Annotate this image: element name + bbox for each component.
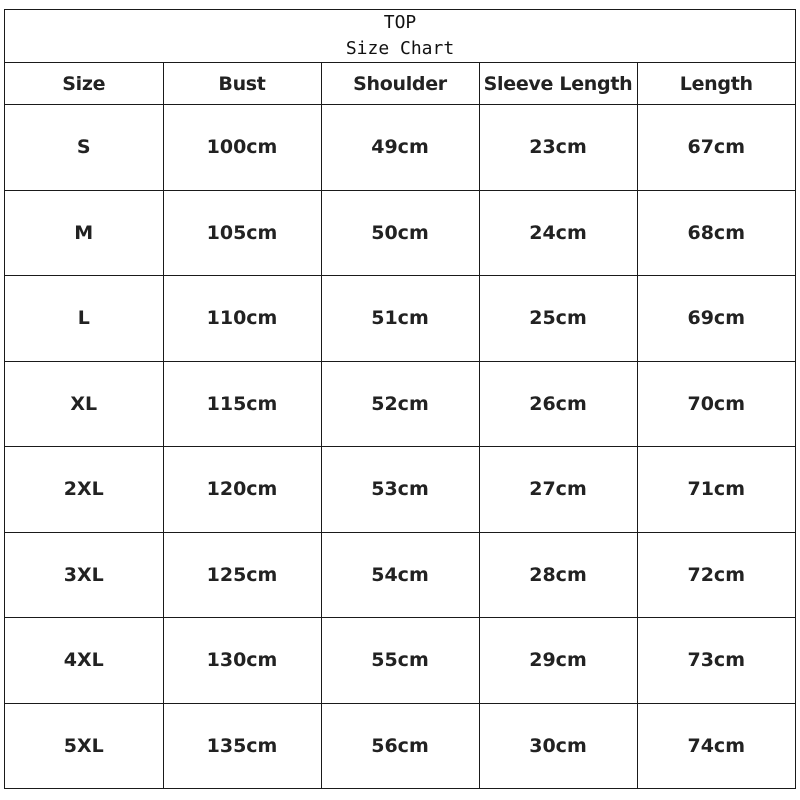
sleeve-length-cell: 26cm [479,361,637,447]
bust-cell: 100cm [163,105,321,191]
sleeve-length-cell: 23cm [479,105,637,191]
size-cell: 2XL [5,447,163,533]
shoulder-cell: 52cm [321,361,479,447]
chart-title: Size Chart [345,38,455,59]
bust-cell: 130cm [163,618,321,704]
bust-cell: 115cm [163,361,321,447]
size-cell: 3XL [5,532,163,618]
table-row [5,190,795,276]
size-cell: 4XL [5,618,163,704]
garment-type-label: TOP [383,12,417,33]
table-row [5,703,795,788]
header-length: Length [637,63,795,105]
table-row [5,447,795,533]
shoulder-cell: 49cm [321,105,479,191]
size-chart [4,9,796,789]
bust-cell: 125cm [163,532,321,618]
sleeve-length-cell: 30cm [479,703,637,788]
sleeve-length-cell: 24cm [479,190,637,276]
length-cell: 69cm [637,276,795,362]
sleeve-length-cell: 29cm [479,618,637,704]
table-row [5,618,795,704]
length-cell: 70cm [637,361,795,447]
size-cell: 5XL [5,703,163,788]
sleeve-length-cell: 28cm [479,532,637,618]
length-cell: 73cm [637,618,795,704]
table-row [5,105,795,191]
shoulder-cell: 54cm [321,532,479,618]
length-cell: 72cm [637,532,795,618]
length-cell: 71cm [637,447,795,533]
bust-cell: 110cm [163,276,321,362]
header-size: Size [5,63,163,105]
header-shoulder: Shoulder [321,63,479,105]
length-cell: 68cm [637,190,795,276]
bust-cell: 105cm [163,190,321,276]
shoulder-cell: 56cm [321,703,479,788]
size-cell: L [5,276,163,362]
table-row [5,276,795,362]
bust-cell: 120cm [163,447,321,533]
length-cell: 74cm [687,734,745,757]
shoulder-cell: 50cm [321,190,479,276]
table-row [5,532,795,618]
length-cell: 67cm [637,105,795,191]
table-row [5,361,795,447]
size-cell: XL [5,361,163,447]
chart-title-block [5,10,795,63]
shoulder-cell: 51cm [321,276,479,362]
size-cell: S [5,105,163,191]
header-sleeve-length: Sleeve Length [479,63,637,105]
bust-cell: 135cm [163,703,321,788]
size-cell: M [5,190,163,276]
header-bust: Bust [163,63,321,105]
shoulder-cell: 53cm [321,447,479,533]
sleeve-length-cell: 27cm [479,447,637,533]
size-table [5,63,795,788]
shoulder-cell: 55cm [321,618,479,704]
header-row [5,63,795,105]
sleeve-length-cell: 25cm [479,276,637,362]
